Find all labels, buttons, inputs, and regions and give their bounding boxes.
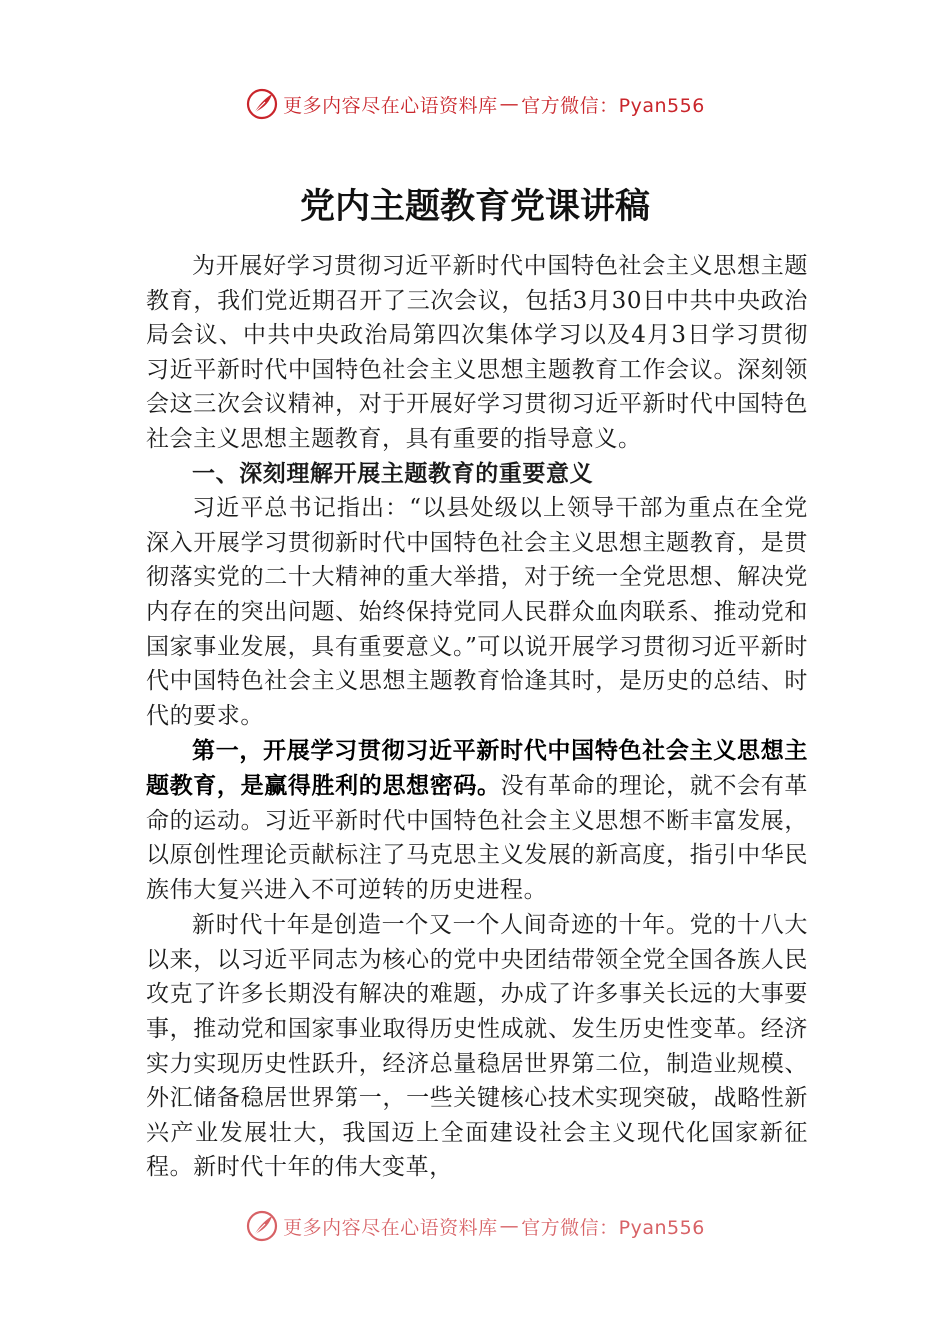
feather-pen-logo-icon: [245, 87, 279, 121]
feather-pen-logo-icon: [245, 1209, 279, 1243]
watermark-contact: 官方微信：Pyan556: [521, 1216, 705, 1239]
watermark-header: [0, 84, 950, 124]
document-body: [146, 249, 808, 1185]
watermark-separator: —: [499, 1215, 520, 1237]
paragraph-point-1: [146, 734, 808, 907]
document-title: 党内主题教育党课讲稿: [299, 186, 650, 227]
watermark-text: 更多内容尽在心语资料库: [283, 94, 498, 117]
paragraph-intro: 为开展好学习贯彻习近平新时代中国特色社会主义思想主题教育，我们党近期召开了三次会议，包括3月30日中共中央政治局会议、中共中央政治局第四次集体学习以及4月3日学习贯彻习近平新时代中国特色社会主义思想主题教育工作会议。深刻领会这三次会议精神，对于开展好学习贯彻习近平新时代中国特色社会主义思想主题教育，具有重要的指导意义。: [146, 253, 808, 452]
point-1-lead: 第一，开展学习贯彻习近平新时代中国特色社会主义思想主题教育，是赢得胜利的思想密码。: [146, 737, 808, 799]
paragraph-quote: 习近平总书记指出：“以县处级以上领导干部为重点在全党深入开展学习贯彻新时代中国特色社会主义思想主题教育，是贯彻落实党的二十大精神的重大举措，对于统一全党思想、解决党内存在的突出问题、始终保持党同人民群众血肉联系、推动党和国家事业发展，具有重要意义。”可以说开展学习贯彻习近平新时代中国特色社会主义思想主题教育恰逢其时，是历史的总结、时代的要求。: [146, 495, 808, 729]
watermark-contact: 官方微信：Pyan556: [521, 94, 705, 117]
watermark-footer: [0, 1206, 950, 1246]
watermark-text: 更多内容尽在心语资料库: [283, 1216, 498, 1239]
watermark-separator: —: [499, 93, 520, 115]
point-1-text: 没有革命的理论，就不会有革命的运动。习近平新时代中国特色社会主义思想不断丰富发展，以原创性理论贡献标注了马克思主义发展的新高度，指引中华民族伟大复兴进入不可逆转的历史进程。: [146, 772, 808, 903]
section-heading-1: 一、深刻理解开展主题教育的重要意义: [192, 460, 594, 487]
paragraph-decade: 新时代十年是创造一个又一个人间奇迹的十年。党的十八大以来，以习近平同志为核心的党中央团结带领全党全国各族人民攻克了许多长期没有解决的难题，办成了许多事关长远的大事要事，推动党和国家事业取得历史性成就、发生历史性变革。经济实力实现历史性跃升，经济总量稳居世界第二位，制造业规模、外汇储备稳居世界第一，一些关键核心技术实现突破，战略性新兴产业发展壮大，我国迈上全面建设社会主义现代化国家新征程。新时代十年的伟大变革，: [146, 912, 808, 1181]
